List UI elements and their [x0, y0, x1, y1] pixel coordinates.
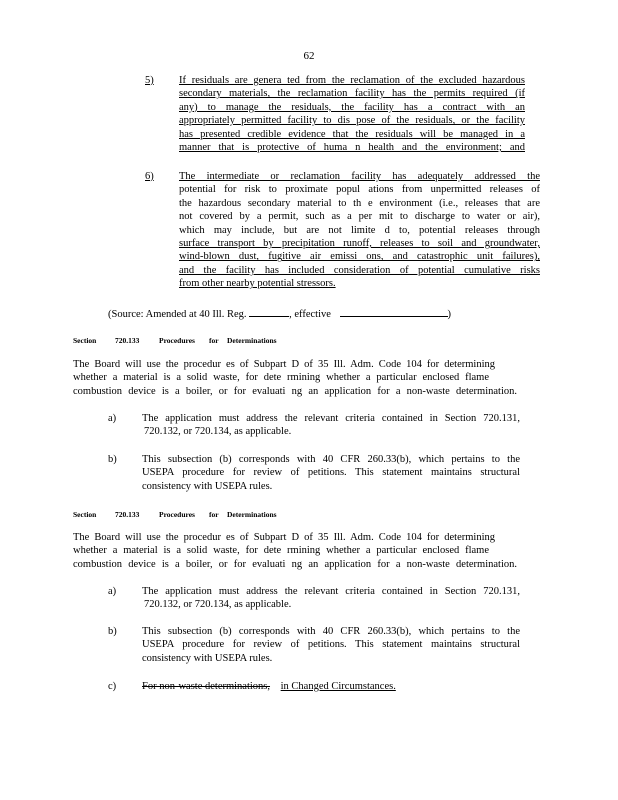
source-suffix: ) [447, 309, 452, 320]
text-line: The Board will use the procedur es of Subpart D of 35 Ill. Adm. Code 104 for determining [73, 532, 495, 543]
text-line: whether a material is a solid waste, for dete rmining whether a particular enclosed flame [73, 545, 489, 557]
item-label: a) [108, 413, 117, 424]
text-line: surface transport by precipitation runoff, releases to soil and groundwater, [179, 238, 540, 250]
text-line: consistency with USEPA rules. [142, 480, 273, 492]
section-heading: Section 720.133 Procedures for Determinations [73, 336, 277, 345]
text-line: This subsection (b) corresponds with 40 CFR 260.33(b), which pertains to the [142, 626, 520, 637]
text-line: not covered by a permit, such as a per mit to discharge to water or air), [179, 211, 540, 223]
text-line: If residuals are genera ted from the reclamation of the excluded hazardous [179, 75, 525, 86]
text-line: 720.132, or 720.134, as applicable. [144, 426, 292, 438]
section-heading: Section 720.133 Procedures for Determinations [73, 510, 277, 519]
text-line: This subsection (b) corresponds with 40 CFR 260.33(b), which pertains to the [142, 454, 520, 465]
blank-reg [249, 306, 289, 317]
struck-text: For non-waste determinations, [142, 681, 271, 692]
text-line: USEPA procedure for review of petitions. This statement maintains structural [142, 639, 520, 651]
blank-date [340, 306, 448, 317]
text-line: combustion device is a boiler, or for evaluati ng an application for a non-waste determination. [73, 558, 517, 570]
text-line: from other nearby potential stressors. [179, 278, 336, 290]
item-text [179, 170, 540, 291]
text-line: wind-blown dust, fugitive air emissi ons, and catastrophic unit failures), [179, 251, 540, 263]
source-middle: , effective [289, 309, 331, 320]
text-line: whether a material is a solid waste, for dete rmining whether a particular enclosed flame [73, 372, 489, 384]
page-number: 62 [303, 50, 315, 62]
text-line: The intermediate or reclamation facility has adequately addressed the [179, 171, 540, 182]
added-text: in Changed Circumstances. [280, 681, 396, 692]
text-line: combustion device is a boiler, or for evaluati ng an application for a non-waste determination. [73, 385, 517, 397]
text-line: consistency with USEPA rules. [142, 652, 273, 664]
text-line: has presented credible evidence that the residuals will be managed in a [179, 128, 525, 140]
text-line: USEPA procedure for review of petitions. This statement maintains structural [142, 467, 520, 479]
item-text [179, 74, 525, 154]
section-intro [73, 531, 523, 571]
text-line: and the facility has included consideration of potential cumulative risks [179, 264, 540, 276]
item-label: a) [108, 586, 117, 597]
text-line: The application must address the relevant criteria contained in Section 720.131, [142, 586, 520, 597]
item-label: 6) [145, 171, 154, 182]
text-line: secondary materials, the reclamation facility has the permits required (if [179, 88, 525, 100]
text-line: potential for risk to proximate popul ations from unpermitted releases of [179, 184, 540, 196]
source-note [108, 306, 508, 321]
text-line: manner that is protective of huma n health and the environment; and [179, 142, 525, 154]
text-line: any) to manage the residuals, the facility has a contract with an [179, 101, 525, 113]
item-label: b) [108, 454, 117, 465]
item-label: 5) [145, 75, 154, 86]
text-line: the hazardous secondary material to th e environment (i.e., releases that are [179, 197, 540, 209]
text-line: The application must address the relevant criteria contained in Section 720.131, [142, 413, 520, 424]
text-line: The Board will use the procedur es of Subpart D of 35 Ill. Adm. Code 104 for determining [73, 359, 495, 370]
section-intro [73, 358, 523, 398]
text-line: appropriately permitted facility to dis pose of the residuals, or the facility [179, 115, 525, 127]
item-label: c) [108, 681, 117, 692]
text-line [142, 680, 520, 693]
source-prefix: (Source: Amended at 40 Ill. Reg. [108, 309, 247, 320]
item-label: b) [108, 626, 117, 637]
text-line: which may include, but are not limite d to, potential releases through [179, 224, 540, 236]
text-line: 720.132, or 720.134, as applicable. [144, 599, 292, 611]
